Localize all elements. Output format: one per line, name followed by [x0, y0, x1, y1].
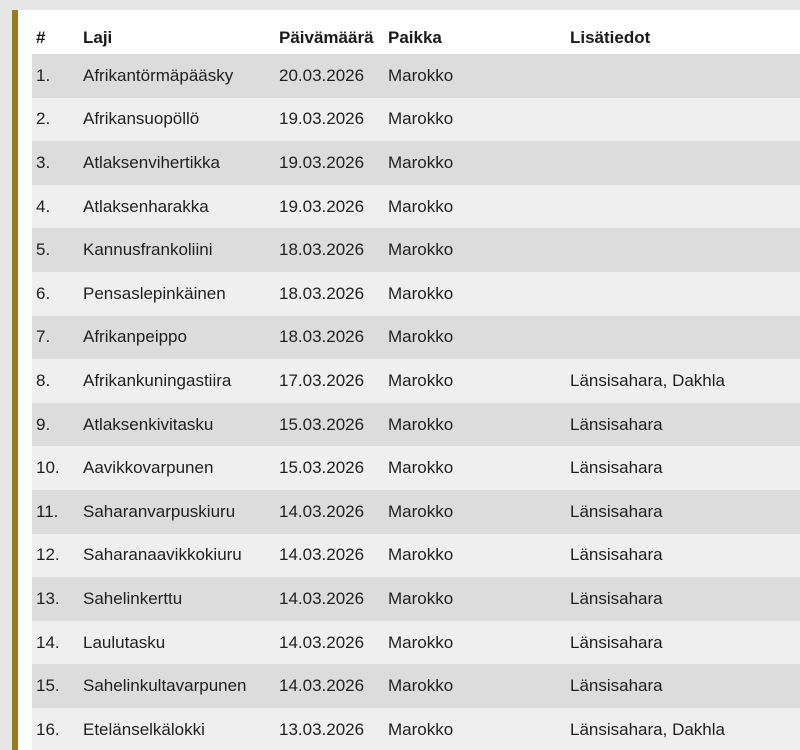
row-number: 14. — [32, 621, 79, 665]
additional-info: Länsisahara — [566, 490, 800, 534]
additional-info: Länsisahara — [566, 403, 800, 447]
row-number: 11. — [32, 490, 79, 534]
observation-place: Marokko — [384, 403, 566, 447]
row-number: 9. — [32, 403, 79, 447]
header-species: Laji — [83, 27, 113, 47]
additional-info — [566, 316, 800, 360]
table-row — [32, 359, 800, 403]
observation-date: 14.03.2026 — [275, 534, 384, 578]
additional-info — [566, 185, 800, 229]
row-number: 13. — [32, 577, 79, 621]
table-row — [32, 534, 800, 578]
species-name: Afrikanpeippo — [79, 316, 275, 360]
row-number: 12. — [32, 534, 79, 578]
observation-place: Marokko — [384, 141, 566, 185]
header-date: Päivämäärä — [279, 27, 374, 47]
observation-date: 19.03.2026 — [275, 185, 384, 229]
table-row — [32, 54, 800, 98]
species-name: Sahelinkerttu — [79, 577, 275, 621]
observation-place: Marokko — [384, 272, 566, 316]
species-name: Kannusfrankoliini — [79, 228, 275, 272]
observation-date: 14.03.2026 — [275, 621, 384, 665]
row-number: 1. — [32, 54, 79, 98]
species-name: Etelänselkälokki — [79, 708, 275, 750]
species-name: Atlaksenkivitasku — [79, 403, 275, 447]
row-number: 8. — [32, 359, 79, 403]
observation-place: Marokko — [384, 316, 566, 360]
observation-place: Marokko — [384, 54, 566, 98]
additional-info — [566, 98, 800, 142]
observation-date: 19.03.2026 — [275, 98, 384, 142]
additional-info — [566, 228, 800, 272]
row-number: 5. — [32, 228, 79, 272]
table-row — [32, 664, 800, 708]
observation-place: Marokko — [384, 534, 566, 578]
species-name: Saharanvarpuskiuru — [79, 490, 275, 534]
observation-date: 14.03.2026 — [275, 577, 384, 621]
row-number: 3. — [32, 141, 79, 185]
row-number: 2. — [32, 98, 79, 142]
additional-info — [566, 141, 800, 185]
row-number: 4. — [32, 185, 79, 229]
species-name: Sahelinkultavarpunen — [79, 664, 275, 708]
species-name: Afrikansuopöllö — [79, 98, 275, 142]
table-header-row — [32, 21, 800, 54]
table-row — [32, 446, 800, 490]
species-name: Saharanaavikkokiuru — [79, 534, 275, 578]
additional-info: Länsisahara — [566, 664, 800, 708]
observation-date: 20.03.2026 — [275, 54, 384, 98]
row-number: 15. — [32, 664, 79, 708]
species-name: Aavikkovarpunen — [79, 446, 275, 490]
observation-date: 18.03.2026 — [275, 272, 384, 316]
observation-date: 15.03.2026 — [275, 446, 384, 490]
table-row — [32, 490, 800, 534]
observation-date: 13.03.2026 — [275, 708, 384, 750]
row-number: 6. — [32, 272, 79, 316]
table-row — [32, 708, 800, 750]
observation-date: 18.03.2026 — [275, 316, 384, 360]
species-name: Laulutasku — [79, 621, 275, 665]
table-row — [32, 141, 800, 185]
table-row — [32, 316, 800, 360]
observation-date: 14.03.2026 — [275, 490, 384, 534]
observation-place: Marokko — [384, 490, 566, 534]
observation-date: 19.03.2026 — [275, 141, 384, 185]
observation-place: Marokko — [384, 228, 566, 272]
observation-date: 14.03.2026 — [275, 664, 384, 708]
table-row — [32, 98, 800, 142]
additional-info: Länsisahara — [566, 446, 800, 490]
observation-place: Marokko — [384, 708, 566, 750]
observation-place: Marokko — [384, 98, 566, 142]
row-number: 7. — [32, 316, 79, 360]
table-row — [32, 577, 800, 621]
header-notes: Lisätiedot — [570, 27, 651, 47]
table-row — [32, 621, 800, 665]
table-row — [32, 403, 800, 447]
species-name: Afrikankuningastiira — [79, 359, 275, 403]
observation-place: Marokko — [384, 621, 566, 665]
row-number: 16. — [32, 708, 79, 750]
observation-date: 17.03.2026 — [275, 359, 384, 403]
additional-info: Länsisahara — [566, 534, 800, 578]
observation-date: 18.03.2026 — [275, 228, 384, 272]
observation-place: Marokko — [384, 577, 566, 621]
table-row — [32, 228, 800, 272]
species-name: Atlaksenharakka — [79, 185, 275, 229]
table-row — [32, 272, 800, 316]
header-number: # — [36, 27, 46, 47]
observations-table — [32, 21, 800, 750]
observation-place: Marokko — [384, 446, 566, 490]
additional-info: Länsisahara, Dakhla — [566, 708, 800, 750]
species-name: Pensaslepinkäinen — [79, 272, 275, 316]
header-place: Paikka — [388, 27, 442, 47]
additional-info: Länsisahara — [566, 621, 800, 665]
observations-panel — [12, 10, 800, 750]
observation-place: Marokko — [384, 664, 566, 708]
additional-info — [566, 272, 800, 316]
additional-info: Länsisahara — [566, 577, 800, 621]
observation-place: Marokko — [384, 359, 566, 403]
observation-date: 15.03.2026 — [275, 403, 384, 447]
table-row — [32, 185, 800, 229]
additional-info — [566, 54, 800, 98]
species-name: Afrikantörmäpääsky — [79, 54, 275, 98]
species-name: Atlaksenvihertikka — [79, 141, 275, 185]
observation-place: Marokko — [384, 185, 566, 229]
additional-info: Länsisahara, Dakhla — [566, 359, 800, 403]
row-number: 10. — [32, 446, 79, 490]
